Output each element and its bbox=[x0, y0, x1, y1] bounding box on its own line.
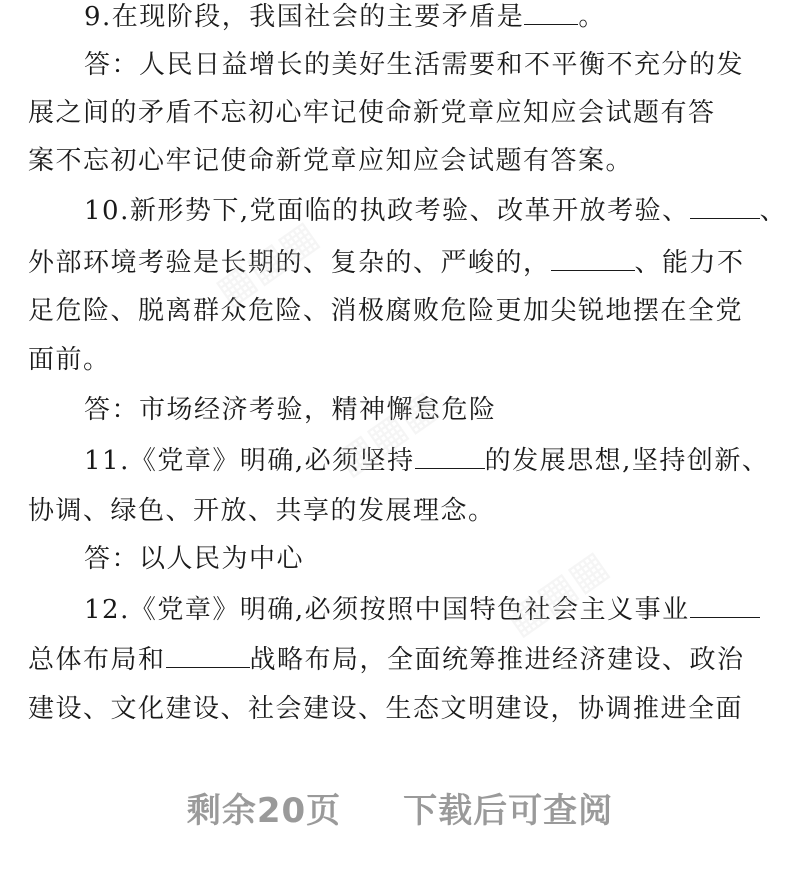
answer-blank bbox=[690, 196, 760, 219]
question-text: 。 bbox=[578, 2, 606, 32]
question-10-line-3: 足危险、脱离群众危险、消极腐败危险更加尖锐地摆在全党 bbox=[28, 296, 744, 326]
question-10-line-2 bbox=[28, 248, 745, 278]
watermark-icon: ▦▦▦ bbox=[327, 381, 447, 485]
question-text: 外部环境考验是长期的、复杂的、严峻的， bbox=[28, 248, 551, 278]
question-11-line-2: 协调、绿色、开放、共享的发展理念。 bbox=[28, 496, 496, 526]
question-text: 总体布局和 bbox=[28, 645, 166, 675]
question-text: 的发展思想,坚持创新、 bbox=[484, 446, 770, 476]
question-10-line-1 bbox=[84, 196, 787, 226]
question-text: 10.新形势下,党面临的执政考验、改革开放考验、 bbox=[84, 196, 690, 226]
answer-blank bbox=[415, 446, 485, 469]
remaining-pages-label: 剩余20页 bbox=[186, 791, 342, 831]
answer-9-line-1: 答：人民日益增长的美好生活需要和不平衡不充分的发 bbox=[84, 50, 745, 80]
answer-10: 答：市场经济考验，精神懈怠危险 bbox=[84, 395, 497, 425]
watermark-icon: ▦▦▦ bbox=[207, 211, 327, 315]
question-text: 12.《党章》明确,必须按照中国特色社会主义事业 bbox=[84, 595, 690, 625]
answer-blank bbox=[524, 2, 578, 25]
question-10-line-4: 面前。 bbox=[28, 345, 111, 375]
question-9 bbox=[84, 2, 606, 32]
download-prompt[interactable] bbox=[0, 783, 800, 832]
download-to-view-label[interactable]: 下载后可查阅 bbox=[403, 791, 614, 831]
question-12-line-2 bbox=[28, 645, 745, 675]
question-text: 11.《党章》明确,必须坚持 bbox=[84, 446, 415, 476]
answer-9-line-3: 案不忘初心牢记使命新党章应知应会试题有答案。 bbox=[28, 146, 634, 176]
question-11-line-1 bbox=[84, 446, 769, 476]
answer-11: 答：以人民为中心 bbox=[84, 544, 305, 574]
watermark-icon: ▦▦▦ bbox=[497, 541, 617, 645]
answer-blank bbox=[690, 595, 760, 618]
question-12-line-1 bbox=[84, 595, 760, 625]
answer-blank bbox=[551, 248, 635, 271]
question-text: 、 bbox=[759, 196, 788, 226]
question-text: 、能力不 bbox=[634, 248, 745, 278]
question-text: 战略布局，全面统筹推进经济建设、政治 bbox=[249, 645, 745, 675]
question-text: 9.在现阶段，我国社会的主要矛盾是 bbox=[84, 2, 525, 32]
answer-blank bbox=[166, 645, 250, 668]
question-12-line-3: 建设、文化建设、社会建设、生态文明建设，协调推进全面 bbox=[28, 694, 744, 724]
answer-9-line-2: 展之间的矛盾不忘初心牢记使命新党章应知应会试题有答 bbox=[28, 98, 716, 128]
